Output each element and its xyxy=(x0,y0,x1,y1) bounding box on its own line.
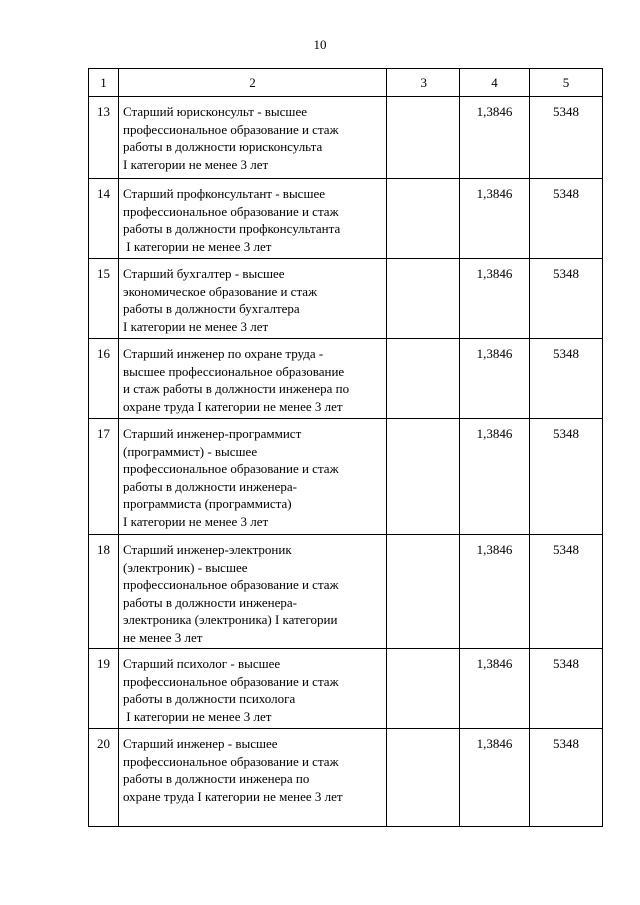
description-line: I категории не менее 3 лет xyxy=(123,156,269,172)
description-line: Старший инженер-электроник xyxy=(123,542,292,557)
table-row xyxy=(89,339,603,419)
col-3-value xyxy=(387,649,460,729)
col-3-value xyxy=(387,97,460,179)
table-row xyxy=(89,179,603,259)
positions-table xyxy=(88,68,603,827)
description-line: охране труда I категории не менее 3 лет xyxy=(123,398,343,414)
description-line: охране труда I категории не менее 3 лет xyxy=(123,788,343,804)
table-body xyxy=(89,69,603,827)
salary-value: 5348 xyxy=(530,259,603,339)
coefficient-value: 1,3846 xyxy=(460,97,530,179)
row-number: 19 xyxy=(89,649,119,729)
header-col-5: 5 xyxy=(530,69,603,97)
table-header-row xyxy=(89,69,603,97)
salary-value: 5348 xyxy=(530,649,603,729)
row-number: 18 xyxy=(89,535,119,649)
position-description xyxy=(119,97,387,179)
description-line: Старший инженер - высшее xyxy=(123,736,278,751)
coefficient-value: 1,3846 xyxy=(460,259,530,339)
description-line: I категории не менее 3 лет xyxy=(123,318,269,334)
col-3-value xyxy=(387,179,460,259)
col-3-value xyxy=(387,729,460,827)
table-row xyxy=(89,729,603,827)
position-description xyxy=(119,649,387,729)
coefficient-value: 1,3846 xyxy=(460,535,530,649)
salary-value: 5348 xyxy=(530,339,603,419)
row-number: 17 xyxy=(89,419,119,535)
description-line: работы в должности бухгалтера xyxy=(123,301,300,316)
table-row xyxy=(89,259,603,339)
position-description xyxy=(119,179,387,259)
description-line: работы в должности профконсультанта xyxy=(123,221,341,236)
header-col-1: 1 xyxy=(89,69,119,97)
description-line: I категории не менее 3 лет xyxy=(123,708,272,724)
position-description xyxy=(119,729,387,827)
col-3-value xyxy=(387,419,460,535)
position-description xyxy=(119,419,387,535)
coefficient-value: 1,3846 xyxy=(460,729,530,827)
description-line: профессиональное образование и стаж xyxy=(123,461,339,476)
description-line: профессиональное образование и стаж xyxy=(123,203,339,219)
description-line: I категории не менее 3 лет xyxy=(123,238,272,254)
description-line: профессиональное образование и стаж xyxy=(123,121,339,137)
coefficient-value: 1,3846 xyxy=(460,649,530,729)
header-col-4: 4 xyxy=(460,69,530,97)
position-description xyxy=(119,339,387,419)
row-number: 15 xyxy=(89,259,119,339)
description-line: Старший психолог - высшее xyxy=(123,656,281,671)
coefficient-value: 1,3846 xyxy=(460,179,530,259)
description-line: и стаж работы в должности инженера по xyxy=(123,381,350,396)
table-row xyxy=(89,535,603,649)
position-description xyxy=(119,259,387,339)
description-line: работы в должности юрисконсульта xyxy=(123,139,323,154)
description-line: Старший профконсультант - высшее xyxy=(123,186,325,201)
col-3-value xyxy=(387,535,460,649)
description-line: Старший юрисконсульт - высшее xyxy=(123,104,307,119)
description-line: (программист) - высшее xyxy=(123,443,258,459)
description-line: работы в должности инженера- xyxy=(123,594,297,610)
description-line: электроника (электроника) I категории xyxy=(123,612,338,627)
row-number: 13 xyxy=(89,97,119,179)
position-description xyxy=(119,535,387,649)
table-row xyxy=(89,419,603,535)
description-line: профессиональное образование и стаж xyxy=(123,753,339,769)
description-line: Старший бухгалтер - высшее xyxy=(123,266,285,281)
coefficient-value: 1,3846 xyxy=(460,339,530,419)
salary-value: 5348 xyxy=(530,179,603,259)
description-line: профессиональное образование и стаж xyxy=(123,577,339,592)
description-line: Старший инженер-программист xyxy=(123,426,302,441)
description-line: высшее профессиональное образование xyxy=(123,363,345,379)
col-3-value xyxy=(387,339,460,419)
table-row xyxy=(89,97,603,179)
row-number: 16 xyxy=(89,339,119,419)
page-number: 10 xyxy=(313,37,327,52)
description-line: экономическое образование и стаж xyxy=(123,283,318,299)
description-line: работы в должности психолога xyxy=(123,691,296,706)
description-line: профессиональное образование и стаж xyxy=(123,673,339,689)
salary-value: 5348 xyxy=(530,97,603,179)
table-row xyxy=(89,649,603,729)
coefficient-value: 1,3846 xyxy=(460,419,530,535)
salary-value: 5348 xyxy=(530,535,603,649)
description-line: программиста (программиста) xyxy=(123,496,292,511)
description-line: работы в должности инженера по xyxy=(123,771,310,786)
description-line: I категории не менее 3 лет xyxy=(123,513,269,529)
salary-value: 5348 xyxy=(530,419,603,535)
description-line: Старший инженер по охране труда - xyxy=(123,346,324,361)
description-line: не менее 3 лет xyxy=(123,629,203,645)
col-3-value xyxy=(387,259,460,339)
description-line: (электроник) - высшее xyxy=(123,559,248,575)
salary-value: 5348 xyxy=(530,729,603,827)
header-col-2: 2 xyxy=(119,69,387,97)
description-line: работы в должности инженера- xyxy=(123,478,297,494)
row-number: 20 xyxy=(89,729,119,827)
header-col-3: 3 xyxy=(387,69,460,97)
row-number: 14 xyxy=(89,179,119,259)
